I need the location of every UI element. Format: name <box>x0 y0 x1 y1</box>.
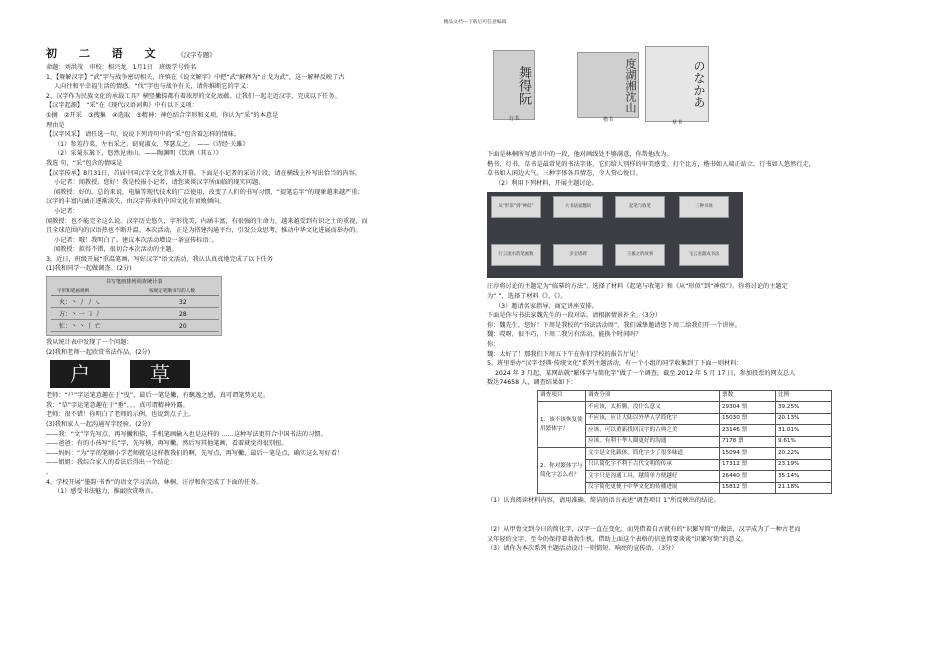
survey-votes: 15812 票 <box>720 482 776 494</box>
text-line: 人向往和平幸福生活的情感。“伐”字也与战争有关，请你推断它的字义： <box>54 83 253 91</box>
text-line: 草书如人闲边大气。三种字体各具情态，令人赏心悦目。 <box>487 170 642 178</box>
text-line: 魏：太好了！那我们下周五下午在你们学校的报告厅见！ <box>487 350 642 358</box>
material-tile: 从“形似”到“神似” <box>491 196 541 218</box>
text-line: （3）请你为本次系列主题活动设计一则简短、响亮的宣传语。（3分） <box>487 545 678 553</box>
caoshu-caption: 草书 <box>671 120 682 126</box>
left-column <box>46 46 454 497</box>
stroke-survey-count: 32 <box>179 299 187 307</box>
text-line: 且全球范围内的汉语热也不断升温。本次活动，正是为搭建沟通平台，引发公众思考，推动中华文化进展而举办的。 <box>46 227 362 235</box>
page-header: 精品文档---下载后可任意编辑 <box>443 20 507 25</box>
text-line: （1）认真阅读材料内容，请用准确、简洁的语言表述“调查项目 1”所反映出的结论。 <box>487 497 720 505</box>
kaishu-glyphs: 度湖湘沈山 <box>624 57 637 113</box>
survey-option: 汉字简化更便于中华文化的传播进展 <box>586 482 720 494</box>
text-line: 2024 年 3 月起，某网站就“繁体字与简化字”做了一个调查，截至 2012 年 5 月 17 日，参加投票的网友总人 <box>495 369 796 377</box>
stroke-survey-count: 20 <box>179 323 187 331</box>
xingshu-image <box>493 50 535 120</box>
material-tile: 多宝塔碑 <box>553 244 603 266</box>
text-line: 汪淳将讨论的主题定为“临摹的方法”，选择了材料《起笔与收笔》和《从“形似”到“神似”》。你将讨论的主题定 <box>487 283 788 291</box>
calligraphy-char-hu: 户 <box>50 360 110 388</box>
text-line: 【汉字风采】 请任选一句，说说下列诗句中的“采”包含着怎样的情味。 <box>46 131 241 139</box>
survey-header-cell: 调查分项 <box>586 390 720 402</box>
text-line: 5、班里举办“汉字·经典·传统文化”系列主题活动，有一个小组的同学收集到了下面一则材料： <box>487 360 743 368</box>
survey-ratio: 9.61% <box>776 436 832 448</box>
text-line: 你：魏先生，您好！下周是我校的“书法活动周”，我们诚挚邀请您下周二给我们开一个讲座。 <box>487 321 741 329</box>
text-line: 闻教授：也不能完全这么说。汉字历史悠久，字形优美，内涵丰富，有很强的生命力，越来越受到有识之士的重视，而 <box>46 217 368 225</box>
survey-votes: 17312 票 <box>720 459 776 471</box>
survey-votes: 15094 票 <box>720 448 776 460</box>
right-para3 <box>487 496 907 554</box>
text-line: 4、学校开展“墨韵·书香”的语文学习活动，林桐、汪淳和你完成了下面的任务。 <box>46 478 263 486</box>
text-line: 又年轻的文字，至今仍保持着勃勃生机。借助上面这个表格的信息简要谈谈“识繁写简”的意义。 <box>487 535 748 543</box>
text-line: 1、【舞解汉字】“武”字与战争密切相关，许慎在《说文解字》中把“武”解释为“止戈为武”，这一解释反映了古 <box>46 73 345 81</box>
xingshu-glyphs: 舞得阮 <box>516 65 531 105</box>
text-line: 我：“草”字运笔意趣在于“垂”，，，真可谓精神外露。 <box>46 401 189 409</box>
survey-votes: 29304 票 <box>720 402 776 414</box>
survey-option: 只认简化字不利于古代文明的传承 <box>586 459 720 471</box>
survey-header-row <box>538 390 832 402</box>
survey-ratio: 20.22% <box>776 448 832 460</box>
left-paragraphs <box>46 73 454 274</box>
survey-ratio: 39.25% <box>776 402 832 414</box>
text-line: 老师：很不错！你明白了老师的示例，也说到点子上。 <box>46 411 195 419</box>
survey-header-cell: 票数 <box>720 390 776 402</box>
stroke-survey-row <box>51 297 219 308</box>
text-line: ——妈妈：“为”字的笔顺小学老师就是这样教我们的啊，先写点，再写撇，最后一笔是点，确实这么写好看！ <box>46 449 344 457</box>
survey-option: 不应该，应让大陆以外华人学简化字 <box>586 413 720 425</box>
survey-option: 文字是文化载体，简化字少了很多味道 <box>586 448 720 460</box>
text-line: （1）参差荇菜，左右采之。窈窕淑女，琴瑟友之。 ——《诗经·关雎》 <box>54 140 249 148</box>
survey-ratio: 20.13% <box>776 413 832 425</box>
text-line: 汉字的丰富内涵正逐渐淡失，由汉字传承的中国文化有衰败倾向。 <box>46 198 226 206</box>
text-line: 闻教授：好的。总的来说，电脑等现代技术的广泛使用，改变了人们的书写习惯，“提笔忘字”的现象越来越严重； <box>54 188 364 196</box>
survey-question: 2．你对繁体字与简化字怎么看？ <box>538 448 586 494</box>
survey-question: 1．该不该恢复使用繁体字？ <box>538 402 586 448</box>
left-after-table <box>46 338 454 357</box>
stroke-survey-row <box>51 321 219 332</box>
survey-votes: 7178 票 <box>720 436 776 448</box>
caoshu-image <box>645 46 709 126</box>
survey-ratio: 23.19% <box>776 459 832 471</box>
material-tiles-image <box>487 192 743 278</box>
text-line: 小记者： <box>54 207 79 215</box>
survey-votes: 26440 票 <box>720 471 776 483</box>
caoshu-glyphs: のなかあ <box>692 60 706 108</box>
stroke-survey-chars: 忙：丶 丶 丨 亡 <box>59 323 101 331</box>
right-para2 <box>487 282 907 388</box>
text-line <box>487 506 907 516</box>
text-line: 小记者：哦！我明白了。建议本次活动增设一条宣传标语：。 <box>54 236 218 244</box>
text-line: （2）从甲骨文到今日的简化字，汉字一直在变化，而凭借着自古就有的“识繁写简”的做法，汉字成为了一种古老而 <box>487 526 801 534</box>
stroke-survey-row <box>51 309 219 320</box>
text-line: 楷书，行书，草书是最常见的书法字体，它们给人别样的审美感受。打个比方，楷书如人端正站立，行书如人悠然行走， <box>487 160 815 168</box>
text-line: 我从统计表中发现了一个问题： <box>46 339 133 347</box>
text-line: 【汉字传承】8月31日，首届中国汉字文化节盛大开幕。下面是小记者的采访片段，请在横线上补写出恰当的内容。 <box>46 169 361 177</box>
survey-header-cell: 调查项目 <box>538 390 586 402</box>
stroke-survey-image <box>46 276 222 336</box>
text-line: 魏：哎呀，很不巧，下周二我另有活动，能换个时间吗？ <box>487 331 642 339</box>
text-line: ①摘 ②开采 ③搜集 ④选取 ⑤精神：神色结合字形和义项，你认为“采”的本意是 <box>46 111 279 119</box>
calligraphy-char-cao: 草 <box>130 360 190 388</box>
title-sub: 《汉字专题》 <box>177 51 216 59</box>
text-line: 。 <box>46 469 53 476</box>
stroke-survey-header <box>51 287 219 296</box>
survey-option: 不应该，太折腾，没什么意义 <box>586 402 720 414</box>
text-line: 理由是 <box>46 121 65 129</box>
text-line: ——我：“文”字先写点，再写撇和捺，手机笔画输入也是这样的 ……这种写法更符合中国书法的习惯。 <box>46 430 327 438</box>
survey-ratio: 35.14% <box>776 471 832 483</box>
text-line: 小记者：闻教授，您好！我是校报小记者，请您谈谈汉字所面临的现实问题。 <box>54 179 265 187</box>
material-tile: 行云流水的笔画数 <box>491 244 541 266</box>
left-after-images <box>46 391 454 497</box>
material-tile: 大书法家翻故 <box>553 196 603 218</box>
text-line: 我选 句，“采”包含的情味是 <box>46 159 123 167</box>
survey-option: 应该，有利于华人圈更好的沟通 <box>586 436 720 448</box>
survey-votes: 15030 票 <box>720 413 776 425</box>
xingshu-caption: 行书 <box>508 116 519 122</box>
survey-row <box>538 448 832 460</box>
text-line: 下面是林桐所写感言中的一段，他对画线处不够满意，你帮他改为。 <box>487 151 673 158</box>
text-line: ——爸爸：有的小孩写“长”字，先写横，再写撇，然后写其他笔画，看着就觉得很别扭。 <box>46 440 288 448</box>
stroke-survey-caption: 书写笔画排列调查统计表 <box>105 279 163 286</box>
survey-ratio: 31.01% <box>776 425 832 437</box>
survey-option: 文字只是沟通工具，越简单方便越好 <box>586 471 720 483</box>
material-tile: 飞云龙器成书法 <box>679 244 729 266</box>
text-line: 老师：“户”字运笔意趣在于“曳”，最后一笔是撇，有飘逸之感，真可谓笔势足足。 <box>46 392 270 400</box>
kaishu-image <box>577 52 639 123</box>
right-para1 <box>487 150 907 188</box>
text-line: 闻教授：拟得不错，很切合本次活动的主题。 <box>54 246 178 254</box>
survey-ratio: 21.18% <box>776 482 832 494</box>
text-line: （1）感受书法魅力，推敲欣赏啥言。 <box>54 488 157 496</box>
text-line: ——姐姐：我综合家人的看法后得出一个结论： <box>46 459 176 467</box>
stroke-survey-count: 28 <box>179 311 187 319</box>
stroke-survey-chars: 方：丶 一 ㇆ 丿 <box>59 311 101 319</box>
text-line: (1)我和同学一起做调查。(2分) <box>46 265 132 273</box>
title-main: 初 二 语 文 <box>46 47 165 60</box>
text-line: (2)我和老师一起欣赏书法作品。(2分) <box>46 348 151 356</box>
text-line: 3、近日，班级开展“重温笔画，写好汉字”语文活动，我认认真真地完成了以下任务 <box>46 255 273 263</box>
kaishu-caption: 楷书 <box>602 117 613 123</box>
right-column <box>487 46 907 554</box>
calligraphy-samples <box>50 360 454 388</box>
stroke-survey-chars: 火：丶 丿 丿 ㇏ <box>59 299 101 307</box>
text-line: （2）采菊东篱下，悠然见南山。——陶渊明《饮酒（其五）》 <box>54 150 222 158</box>
survey-votes: 23146 票 <box>720 425 776 437</box>
text-line: 2、汉字作为民族文化的承载工具？横竖撇捺都有着浓厚的文化底蕴。让我们一起走近汉字，完成以下任务。 <box>46 92 341 100</box>
material-tile: 王羲之的故事 <box>615 244 665 266</box>
survey-table <box>537 390 832 495</box>
text-line: （2）利用下列材料，开展主题讨论。 <box>495 179 598 187</box>
text-line: （3）邀请名家指导，商定讲座安排。 <box>495 302 598 310</box>
text-line: 你： <box>487 340 500 348</box>
stroke-survey-header-cell: 按规定笔顺书写的人数 <box>149 289 195 295</box>
text-line: 为“ ”，选择了材料《》、《》。 <box>487 292 567 300</box>
survey-header-cell: 比例 <box>776 390 832 402</box>
page-title <box>46 46 454 63</box>
text-line: 数达74658 人，调查结果如下： <box>487 379 577 387</box>
text-line: (3)我和家人一起沟通写字经验。(2分) <box>46 421 151 429</box>
survey-row <box>538 402 832 414</box>
material-tile: 三种书体 <box>679 196 729 218</box>
calligraphy-gallery <box>487 46 907 132</box>
survey-option: 应该，可以重新找回汉字的古典之美 <box>586 425 720 437</box>
text-line <box>487 516 907 526</box>
exam-meta: 命题：刘洪茂 审校：相兴龙 1月1日 班级学号姓名 <box>46 64 197 71</box>
material-tile: 起笔与收笔 <box>615 196 665 218</box>
text-line: 【汉字起源】 “采”在《现代汉语词典》中有以下义项： <box>46 102 198 110</box>
stroke-survey-header-cell: 字形和笔画规则 <box>57 289 90 295</box>
text-line: 下面是你与书法家魏先生的一段对话，请根据情景补全。（3分） <box>487 312 662 320</box>
